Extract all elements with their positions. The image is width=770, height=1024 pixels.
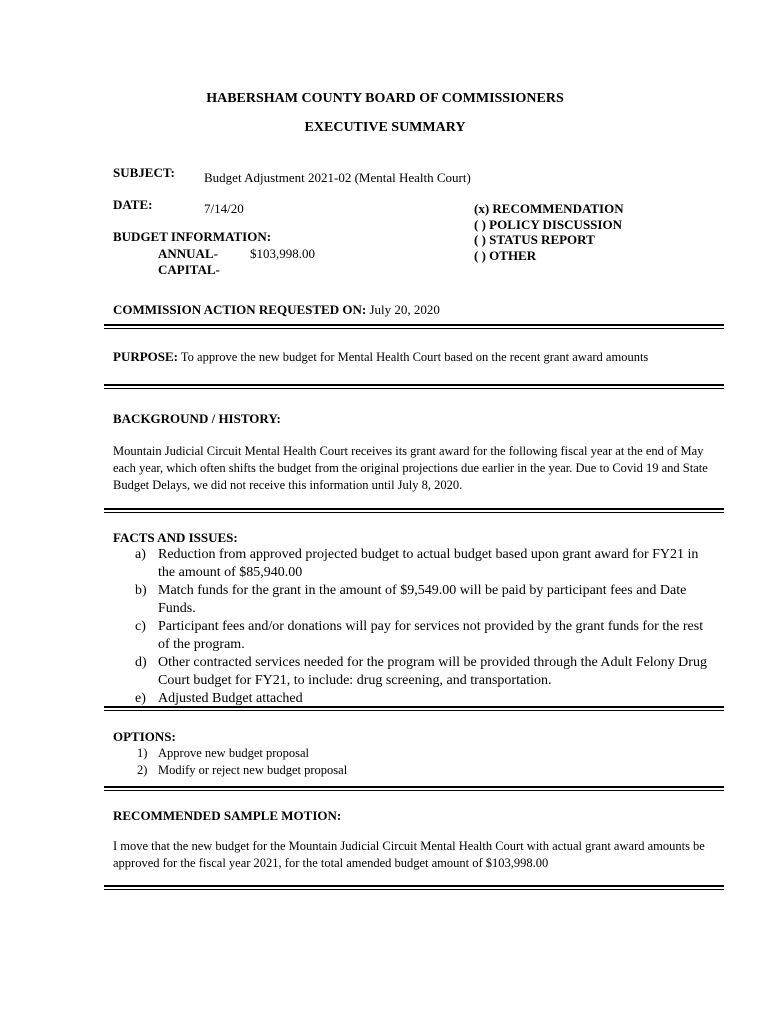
facts-item: c) Participant fees and/or donations will pay for services not provided by the grant funds for the rest of the program. <box>135 619 704 652</box>
section-divider <box>104 324 724 329</box>
motion-text: I move that the new budget for the Mountain Judicial Circuit Mental Health Court with actual grant award amounts be approved for the fiscal year 2021, for the total amended budget amount of $103,998.00 <box>113 839 705 870</box>
annual-value: $103,998.00 <box>250 246 315 261</box>
capital-label: CAPITAL- <box>158 262 220 277</box>
check-policy-discussion: ( ) POLICY DISCUSSION <box>474 216 622 232</box>
motion-label: RECOMMENDED SAMPLE MOTION: <box>113 808 342 823</box>
purpose-line <box>113 349 648 365</box>
annual-label: ANNUAL- <box>158 246 218 261</box>
check-recommendation: (x) RECOMMENDATION <box>474 201 624 216</box>
doc-type-title: EXECUTIVE SUMMARY <box>304 120 466 135</box>
section-divider <box>104 706 724 711</box>
section-divider <box>104 384 724 389</box>
commission-action-line <box>113 302 440 318</box>
section-divider <box>104 885 724 890</box>
option-item: 1) Approve new budget proposal <box>137 746 310 760</box>
background-text: Mountain Judicial Circuit Mental Health Court receives its grant award for the following fiscal year at the end of May each year, which often shifts the budget from the original projections due earlier in the year. Due to Covid 19 and State Budget Delays, we did not receive this information until July 8, 2020. <box>113 444 708 492</box>
commission-action-value: July 20, 2020 <box>369 302 440 317</box>
purpose-label: PURPOSE: <box>113 349 178 364</box>
subject-value: Budget Adjustment 2021-02 (Mental Health Court) <box>204 170 471 185</box>
facts-item: e) Adjusted Budget attached <box>135 691 303 706</box>
facts-list <box>113 546 713 708</box>
facts-label: FACTS AND ISSUES: <box>113 530 238 545</box>
org-title: HABERSHAM COUNTY BOARD OF COMMISSIONERS <box>206 91 564 106</box>
facts-item: b) Match funds for the grant in the amount of $9,549.00 will be paid by participant fees and Date Funds. <box>135 583 687 616</box>
check-status-report: ( ) STATUS REPORT <box>474 232 595 247</box>
options-label: OPTIONS: <box>113 729 176 744</box>
option-item: 2) Modify or reject new budget proposal <box>137 763 348 777</box>
date-value: 7/14/20 <box>204 201 244 216</box>
background-label: BACKGROUND / HISTORY: <box>113 411 281 426</box>
purpose-value: To approve the new budget for Mental Health Court based on the recent grant award amounts <box>180 350 649 364</box>
summary-type-checklist <box>474 201 624 263</box>
commission-action-label: COMMISSION ACTION REQUESTED ON: <box>113 302 367 317</box>
section-divider <box>104 508 724 513</box>
facts-item: d) Other contracted services needed for the program will be provided through the Adult Felony Drug Court budget for FY21, to include: drug screening, and transportation. <box>135 655 707 688</box>
subject-label: SUBJECT: <box>113 165 175 180</box>
date-label: DATE: <box>113 197 153 212</box>
check-other: ( ) OTHER <box>474 247 537 263</box>
options-list <box>113 745 613 779</box>
budget-info-label: BUDGET INFORMATION: <box>113 229 272 244</box>
facts-item: a) Reduction from approved projected budget to actual budget based upon grant award for FY21 in the amount of $85,940.00 <box>135 547 699 580</box>
section-divider <box>104 786 724 791</box>
